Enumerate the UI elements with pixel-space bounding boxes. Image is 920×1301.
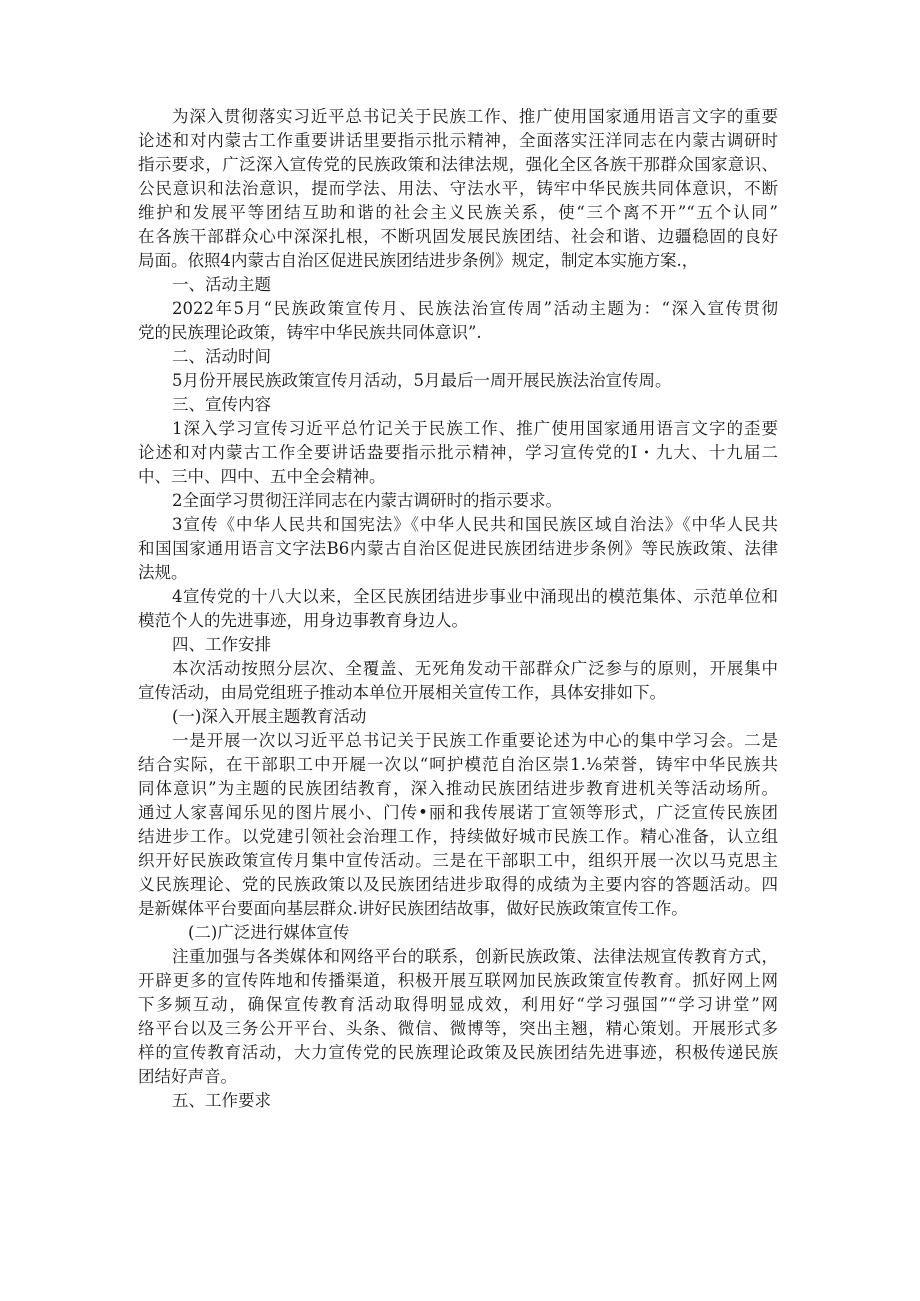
text-line: 4宣传党的十八大以来，全区民族团结进步事业中涌现出的模范集体、示范单位和 [172, 587, 778, 606]
text-line: 结合实际，在干部职工中开屣一次以“呵护模范自治区崇1.⅛荣誉，铸牢中华民族共 [138, 755, 778, 774]
intro-paragraph [138, 105, 778, 273]
text-line: 宣传活动，由局党组班子推动本单位开展相关宣传工作，具体安排如下。 [138, 683, 666, 702]
section-heading-requirements: 五、工作要求 [172, 1091, 271, 1110]
text-line: 法规。 [138, 563, 188, 582]
text-line: 指示要求，广泛深入宣传党的民族政策和法律法规，强化全区各族干那群众国家意识、 [138, 155, 778, 174]
text-line: 通过人家喜闻乐见的图片展小、门传•丽和我传展诺丁宣领等形式，广泛宣传民族团 [138, 803, 778, 822]
text-line: 3宣传《中华人民共和国宪法》《中华人民共和国民族区域自治法》《中华人民共 [172, 515, 778, 534]
content-item-1 [138, 417, 778, 489]
content-item-4 [138, 585, 778, 633]
text-line: 局面。依照4内蒙古自治区促进民族团结进步条例》规定，制定本实施方案.， [138, 251, 699, 270]
text-line: 论述和对内蒙古工作全要讲话盎要指示批示精神，学习宣传党的I・九大、十九届二 [138, 443, 778, 462]
text-line: 维护和发展平等团结互助和谐的社会主义民族关系，使“三个离不开”“五个认同” [138, 203, 778, 222]
text-line: 在各族干部群众心中深深扎根，不断巩固发展民族团结、社会和谐、边疆稳固的良好 [138, 227, 778, 246]
content-item-3 [138, 513, 778, 585]
text-line: 和国国家通用语言文字法B6内蒙古自治区促进民族团结进步条例》等民族政策、法律 [138, 539, 778, 558]
content-item-2: 2全面学习贯彻汪洋同志在内蒙古调研时的指示要求。 [172, 491, 562, 510]
media-paragraph [138, 945, 778, 1089]
text-line: 1深入学习宣传习近平总竹记关于民族工作、推广使用国家通用语言文字的歪要 [172, 419, 778, 438]
text-line: 为深入贯彻落实习近平总书记关于民族工作、推广使用国家通用语言文字的重要 [172, 107, 778, 126]
time-paragraph: 5月份开展民族政策宣传月活动，5月最后一周开展民族法治宣传周。 [172, 371, 672, 390]
document-page [138, 105, 778, 1185]
arrangement-paragraph [138, 657, 778, 705]
subheading-media: (二)广泛进行媒体宣传 [188, 923, 350, 942]
text-line: 义民族理论、党的民族政策以及民族团结进步取得的成绩为主要内容的答题活动。四 [138, 875, 778, 894]
education-paragraph [138, 729, 778, 921]
text-line: 党的民族理论政策，铸牢中华民族共同体意识”. [138, 323, 482, 342]
text-line: 注重加强与各类媒体和网络平台的联系，创新民族政策、法律法规宣传教育方式， [172, 947, 778, 966]
text-line: 开辟更多的宣传阵地和传播渠道，积极开展互联网加民族政策宣传教育。抓好网上网 [138, 971, 778, 990]
text-line: 结进步工作。以党建引领社会治理工作，持续做好城市民族工作。精心准备，认立组 [138, 827, 778, 846]
section-heading-arrangement: 四、工作安排 [172, 635, 271, 654]
text-line: 团结好声音。 [138, 1067, 237, 1086]
text-line: 模范个人的先进事迹，用身边事教育身边人。 [138, 611, 468, 630]
section-heading-content: 三、宣传内容 [172, 395, 271, 414]
text-line: 下多频互动，确保宣传教育活动取得明显成效，利用好“学习强国”“学习讲堂”网 [138, 995, 778, 1014]
text-line: 络平台以及三务公开平台、头条、微信、微博等，突出主翘，精心策划。开展形式多 [138, 1019, 778, 1038]
section-heading-theme: 一、活动主题 [172, 275, 271, 294]
text-line: 2022年5月“民族政策宣传月、民族法治宣传周”活动主题为：“深入宣传贯彻 [172, 299, 778, 318]
text-line: 论述和对内蒙古工作重要讲话里要指示批示精神，全面落实汪洋同志在内蒙古调研时 [138, 131, 778, 150]
text-line: 一是开展一次以习近平总书记关于民族工作重要论述为中心的集中学习会。二是 [172, 731, 778, 750]
text-line: 本次活动按照分层次、全覆盖、无死角发动干部群众广泛参与的原则，开展集中 [172, 659, 778, 678]
subheading-education: (一)深入开展主题教育活动 [172, 707, 367, 726]
text-line: 同体意识”为主题的民族团结教育，深入推动民族团结进步教育进机关等活动场所。 [138, 779, 778, 798]
text-line: 中、三中、四中、五中全会精神。 [138, 467, 386, 486]
text-line: 织开好民族政策宣传月集中宣传活动。三是在干部职工中，组织开展一次以马克思主 [138, 851, 778, 870]
theme-paragraph [138, 297, 778, 345]
section-heading-time: 二、活动时间 [172, 347, 271, 366]
text-line: 是新媒体平台要面向基层群众.讲好民族团结故事，做好民族政策宣传工作。 [138, 899, 688, 918]
text-line: 样的宣传教育活动，大力宣传党的民族理论政策及民族团结先进事迹，积极传递民族 [138, 1043, 778, 1062]
text-line: 公民意识和法治意识，提而学法、用法、守法水平，铸牢中华民族共同体意识，不断 [138, 179, 778, 198]
